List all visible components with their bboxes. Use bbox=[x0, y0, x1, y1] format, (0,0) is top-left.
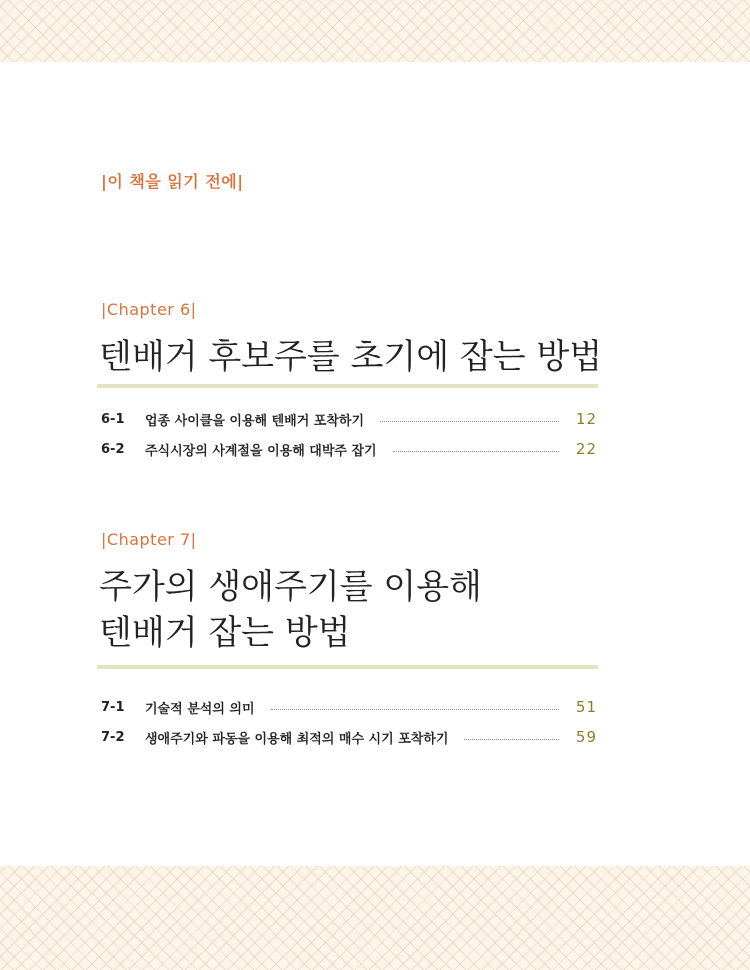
toc-entry-7-1[interactable] bbox=[101, 692, 597, 722]
chapter-7-title-line-1: 주가의 생애주기를 이용해 bbox=[99, 567, 482, 607]
top-pattern-band bbox=[0, 0, 750, 62]
toc-entry-6-2[interactable] bbox=[101, 434, 597, 464]
dot-leader bbox=[393, 451, 559, 452]
chapter-7-title-line-2: 텐배거 잡는 방법 bbox=[99, 613, 351, 653]
chapter-6-label: |Chapter 6| bbox=[101, 300, 197, 319]
chapter-6-toc bbox=[101, 404, 597, 464]
dot-leader bbox=[380, 421, 559, 422]
toc-entry-number: 6-1 bbox=[101, 411, 125, 427]
chapter-7-title[interactable] bbox=[99, 564, 482, 656]
toc-entry-page: 59 bbox=[575, 728, 597, 746]
chapter-6-title[interactable] bbox=[99, 334, 602, 380]
toc-entry-number: 7-1 bbox=[101, 699, 125, 715]
toc-entry-title: 업종 사이클을 이용해 텐배거 포착하기 bbox=[145, 413, 365, 429]
dot-leader bbox=[464, 739, 559, 740]
toc-entry-title: 생애주기와 파동을 이용해 최적의 매수 시기 포착하기 bbox=[145, 731, 449, 747]
toc-entry-6-1[interactable] bbox=[101, 404, 597, 434]
chapter-7-divider bbox=[97, 665, 598, 669]
toc-entry-page: 51 bbox=[575, 698, 597, 716]
dot-leader bbox=[271, 709, 559, 710]
intro-heading[interactable]: |이 책을 읽기 전에| bbox=[101, 172, 244, 191]
toc-entry-page: 12 bbox=[575, 410, 597, 428]
chapter-7-toc bbox=[101, 692, 597, 752]
chapter-6-title-line: 텐배거 후보주를 초기에 잡는 방법 bbox=[99, 337, 603, 377]
toc-entry-title: 기술적 분석의 의미 bbox=[145, 701, 255, 717]
toc-entry-title: 주식시장의 사계절을 이용해 대박주 잡기 bbox=[145, 443, 377, 459]
bottom-pattern-band bbox=[0, 866, 750, 970]
chapter-6-divider bbox=[97, 384, 598, 388]
toc-entry-page: 22 bbox=[575, 440, 597, 458]
toc-entry-number: 7-2 bbox=[101, 729, 125, 745]
toc-entry-number: 6-2 bbox=[101, 441, 125, 457]
chapter-7-label: |Chapter 7| bbox=[101, 530, 197, 549]
toc-entry-7-2[interactable] bbox=[101, 722, 597, 752]
